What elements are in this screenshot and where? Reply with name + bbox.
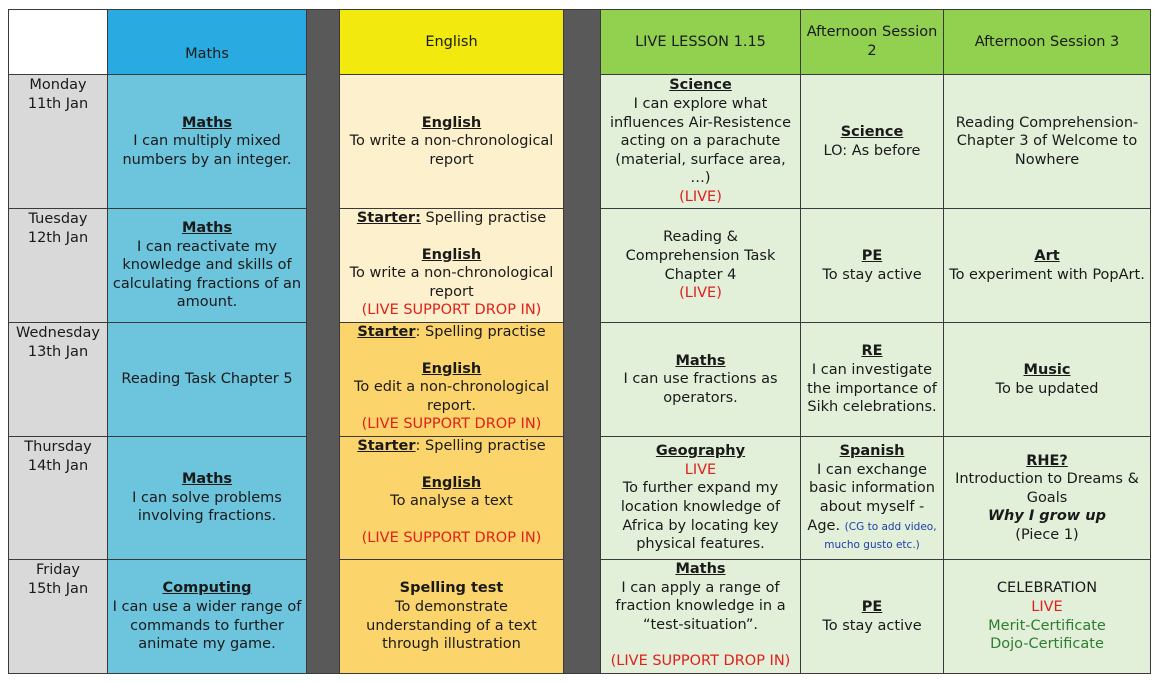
starter-label: Starter (357, 438, 416, 454)
live-lesson-cell (601, 323, 801, 437)
merit-certificate: Merit-Certificate (988, 617, 1106, 634)
subject-title: Maths (181, 471, 233, 488)
subject-title: Maths (675, 561, 726, 577)
maths-cell (108, 560, 307, 674)
header-live-lesson: LIVE LESSON 1.15 (601, 10, 801, 75)
subject-title: Spelling test (399, 580, 504, 597)
objective-text: To further expand my location knowledge of Africa by locating key physical features. (620, 480, 781, 553)
maths-cell (108, 75, 307, 209)
english-cell (340, 75, 564, 209)
subject-title: Music (1023, 361, 1071, 378)
live-lesson-cell (601, 560, 801, 674)
timetable (8, 9, 1151, 674)
objective-text: To edit a non-chronological report. (353, 379, 550, 414)
header-maths: Maths (108, 10, 307, 75)
live-lesson-cell (601, 437, 801, 560)
starter-text: Spelling practise (425, 324, 546, 340)
live-lesson-cell (601, 209, 801, 323)
subject-title: English (421, 114, 482, 131)
subject-title: Maths (675, 352, 726, 369)
subject-title: CELEBRATION (996, 580, 1098, 597)
objective-text: Introduction to Dreams & Goals (955, 471, 1139, 506)
subject-title: PE (861, 247, 883, 264)
objective-text: To stay active (822, 266, 922, 283)
subject-title: RHE? (1026, 452, 1068, 469)
day-name: Monday (29, 77, 87, 93)
afternoon3-cell (944, 560, 1151, 674)
piece-text: (Piece 1) (1015, 526, 1079, 543)
live-support-tag: (LIVE SUPPORT DROP IN) (361, 302, 542, 319)
objective-text: To stay active (822, 617, 922, 634)
day-date: 15th Jan (27, 580, 89, 597)
divider-column (307, 10, 340, 674)
live-tag: (LIVE) (679, 285, 722, 302)
dojo-certificate: Dojo-Certificate (990, 636, 1104, 653)
day-name: Thursday (24, 439, 92, 455)
day-date: 14th Jan (27, 457, 89, 474)
live-support-tag: (LIVE SUPPORT DROP IN) (361, 529, 542, 546)
objective-text: I can explore what influences Air-Resistence acting on a parachute (material, surface area, …) (609, 96, 792, 187)
afternoon2-cell (801, 323, 944, 437)
live-support-tag: (LIVE SUPPORT DROP IN) (610, 653, 791, 670)
afternoon3-cell (944, 323, 1151, 437)
live-tag: (LIVE) (679, 188, 722, 205)
afternoon2-cell (801, 75, 944, 209)
day-date: 11th Jan (27, 95, 89, 112)
subject-title: Maths (181, 220, 233, 237)
objective-text: I can apply a range of fraction knowledge in a “test-situation”. (615, 579, 786, 633)
objective-text: I can exchange basic information about myself - Age. (807, 461, 935, 534)
subject-title: English (421, 474, 482, 491)
objective-text: LO: As before (823, 142, 921, 159)
live-support-tag: (LIVE SUPPORT DROP IN) (361, 416, 542, 433)
starter-label: Starter (357, 324, 416, 340)
day-date: 13th Jan (27, 343, 89, 360)
objective-text: To analyse a text (390, 493, 513, 510)
day-date: 12th Jan (27, 229, 89, 246)
subject-title: RE (861, 343, 883, 360)
day-name: Tuesday (28, 211, 88, 227)
live-tag: LIVE (1031, 598, 1063, 615)
maths-cell (108, 209, 307, 323)
day-cell (9, 75, 108, 209)
objective-text: I can solve problems involving fractions. (132, 489, 282, 525)
day-name: Wednesday (16, 325, 100, 341)
afternoon3-cell (944, 209, 1151, 323)
subject-title: English (421, 360, 482, 377)
afternoon2-cell (801, 209, 944, 323)
header-afternoon-3: Afternoon Session 3 (944, 10, 1151, 75)
afternoon2-cell (801, 560, 944, 674)
day-cell (9, 323, 108, 437)
english-cell: Starter: Spelling practise English To edit a non-chronological report. (LIVE SUPPORT DROP IN) (340, 323, 564, 437)
day-cell (9, 560, 108, 674)
header-afternoon-2: Afternoon Session 2 (801, 10, 944, 75)
objective-text: I can reactivate my knowledge and skills of calculating fractions of an amount. (112, 238, 302, 311)
objective-text: I can use a wider range of commands to further animate my game. (112, 598, 302, 653)
header-english: English (340, 10, 564, 75)
objective-text: Reading Task Chapter 5 (121, 371, 293, 388)
subject-title: Geography (655, 443, 746, 460)
starter-text: Spelling practise (425, 438, 546, 454)
english-cell: Starter: Spelling practise English To analyse a text (LIVE SUPPORT DROP IN) (340, 437, 564, 560)
objective-text: I can multiply mixed numbers by an integer. (122, 133, 292, 168)
afternoon3-cell (944, 75, 1151, 209)
subject-title: Science (669, 77, 732, 94)
english-cell (340, 209, 564, 323)
afternoon2-cell (801, 437, 944, 560)
starter-label: Starter: (356, 210, 421, 226)
objective-text: I can investigate the importance of Sikh celebrations. (807, 361, 937, 416)
objective-text: To be updated (995, 380, 1099, 397)
divider-column (564, 10, 601, 674)
subject-title: Science (840, 123, 904, 140)
subject-title: Art (1034, 247, 1060, 264)
starter-text: Spelling practise (425, 210, 547, 226)
subject-title: Spanish (839, 443, 905, 460)
objective-text: To demonstrate understanding of a text through illustration (366, 598, 537, 653)
subject-title: Computing (162, 580, 252, 597)
day-name: Friday (36, 562, 80, 578)
maths-cell (108, 323, 307, 437)
unit-title: Why I grow up (988, 508, 1106, 525)
day-cell (9, 437, 108, 560)
objective-text: Reading Comprehension- Chapter 3 of Welcome to Nowhere (955, 114, 1139, 168)
subject-title: English (421, 246, 482, 263)
subject-title: Maths (181, 114, 233, 131)
objective-text: To write a non-chronological report (349, 265, 554, 300)
live-lesson-cell (601, 75, 801, 209)
maths-cell (108, 437, 307, 560)
teacher-note: (CG to add video, mucho gusto etc.) (824, 520, 937, 552)
header-row (9, 10, 1151, 75)
objective-text: I can use fractions as operators. (623, 371, 778, 406)
english-cell (340, 560, 564, 674)
live-tag: LIVE (684, 461, 717, 478)
objective-text: To write a non-chronological report (349, 133, 554, 168)
day-cell (9, 209, 108, 323)
corner-cell (9, 10, 108, 75)
afternoon3-cell (944, 437, 1151, 560)
subject-title: PE (861, 598, 883, 615)
objective-text: To experiment with PopArt. (949, 266, 1145, 283)
objective-text: Reading & Comprehension Task Chapter 4 (625, 229, 776, 283)
